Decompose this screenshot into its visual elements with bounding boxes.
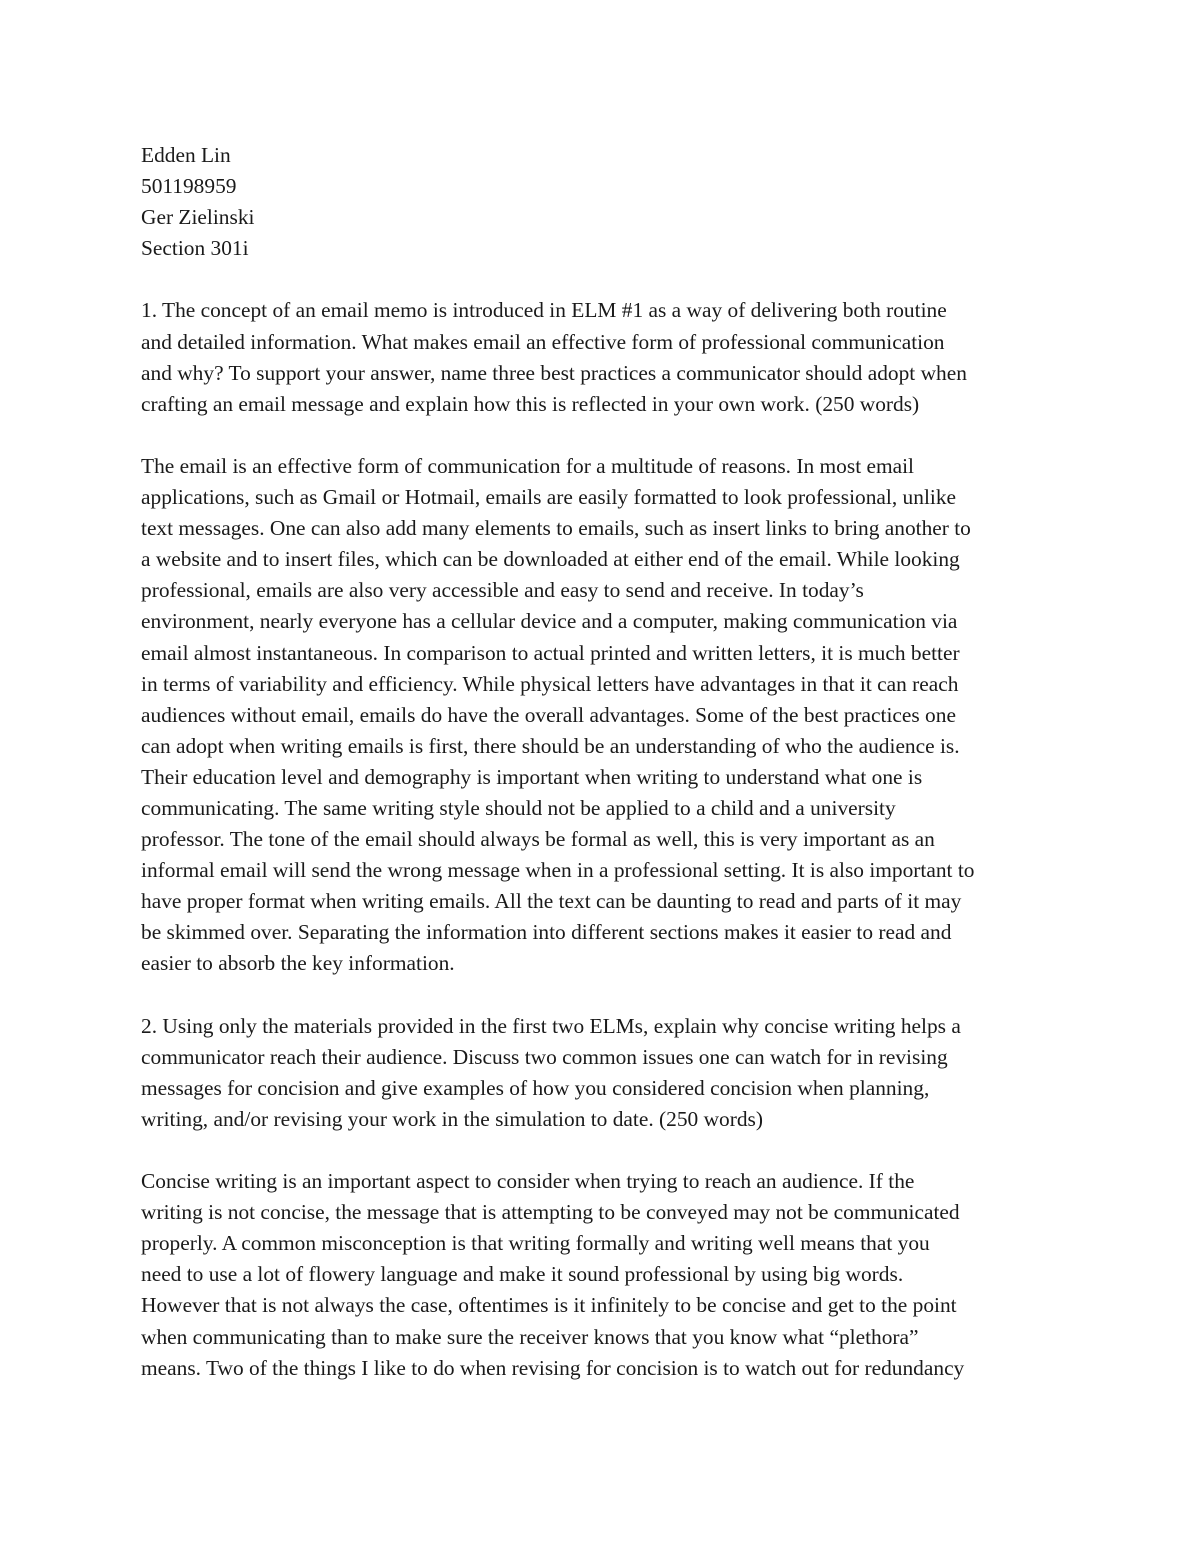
question-2 bbox=[141, 1011, 1066, 1135]
answer-1-line: professional, emails are also very accessible and easy to send and receive. In today’s bbox=[141, 578, 864, 603]
student-id: 501198959 bbox=[141, 174, 237, 199]
answer-1-line: have proper format when writing emails. All the text can be daunting to read and parts of it may bbox=[141, 889, 962, 914]
answer-1-line: audiences without email, emails do have the overall advantages. Some of the best practices one bbox=[141, 702, 956, 727]
question-2-line: writing, and/or revising your work in the simulation to date. (250 words) bbox=[141, 1106, 764, 1131]
paragraph-spacer bbox=[141, 1135, 1066, 1166]
question-1-line: and detailed information. What makes email an effective form of professional communication bbox=[141, 329, 945, 354]
paragraph-spacer bbox=[141, 980, 1066, 1011]
instructor-name: Ger Zielinski bbox=[141, 205, 255, 230]
answer-1-line: professor. The tone of the email should always be formal as well, this is very important as an bbox=[141, 827, 935, 852]
answer-1 bbox=[141, 451, 1066, 980]
question-1-line: 1. The concept of an email memo is introduced in ELM #1 as a way of delivering both routine bbox=[141, 298, 947, 323]
answer-1-line: text messages. One can also add many elements to emails, such as insert links to bring another to bbox=[141, 516, 971, 541]
answer-1-line: environment, nearly everyone has a cellular device and a computer, making communication via bbox=[141, 609, 958, 634]
answer-2-line: need to use a lot of flowery language and make it sound professional by using big words. bbox=[141, 1262, 904, 1287]
answer-2-line: when communicating than to make sure the receiver knows that you know what “plethora” bbox=[141, 1324, 919, 1349]
answer-1-line: a website and to insert files, which can be downloaded at either end of the email. While looking bbox=[141, 547, 960, 572]
answer-1-line: be skimmed over. Separating the information into different sections makes it easier to read and bbox=[141, 920, 952, 945]
document-body bbox=[141, 140, 1066, 1384]
answer-2 bbox=[141, 1166, 1066, 1384]
author-name: Edden Lin bbox=[141, 143, 231, 167]
question-2-line: communicator reach their audience. Discuss two common issues one can watch for in revising bbox=[141, 1044, 948, 1069]
question-2-line: 2. Using only the materials provided in the first two ELMs, explain why concise writing helps a bbox=[141, 1013, 961, 1038]
answer-2-line: writing is not concise, the message that is attempting to be conveyed may not be communicated bbox=[141, 1200, 960, 1225]
answer-1-line: can adopt when writing emails is first, there should be an understanding of who the audience is. bbox=[141, 733, 960, 758]
answer-2-line: properly. A common misconception is that writing formally and writing well means that you bbox=[141, 1231, 930, 1256]
answer-1-line: applications, such as Gmail or Hotmail, emails are easily formatted to look professional, unlike bbox=[141, 485, 957, 510]
paragraph-spacer bbox=[141, 264, 1066, 295]
answer-1-line: informal email will send the wrong message when in a professional setting. It is also important to bbox=[141, 858, 975, 883]
answer-1-line: communicating. The same writing style should not be applied to a child and a university bbox=[141, 795, 896, 820]
question-1-line: crafting an email message and explain how this is reflected in your own work. (250 words) bbox=[141, 391, 920, 416]
section-label: Section 301i bbox=[141, 236, 249, 261]
header-block bbox=[141, 140, 1066, 264]
answer-2-line: However that is not always the case, oftentimes is it infinitely to be concise and get to the point bbox=[141, 1293, 957, 1318]
paragraph-spacer bbox=[141, 420, 1066, 451]
question-1-line: and why? To support your answer, name three best practices a communicator should adopt when bbox=[141, 360, 967, 385]
question-2-line: messages for concision and give examples of how you considered concision when planning, bbox=[141, 1075, 930, 1100]
answer-1-line: email almost instantaneous. In comparison to actual printed and written letters, it is much better bbox=[141, 640, 960, 665]
answer-2-line: means. Two of the things I like to do when revising for concision is to watch out for redundancy bbox=[141, 1355, 965, 1380]
answer-1-line: easier to absorb the key information. bbox=[141, 951, 455, 976]
answer-2-line: Concise writing is an important aspect to consider when trying to reach an audience. If the bbox=[141, 1169, 915, 1194]
answer-1-line: Their education level and demography is important when writing to understand what one is bbox=[141, 764, 923, 789]
question-1 bbox=[141, 295, 1066, 419]
answer-1-line: The email is an effective form of communication for a multitude of reasons. In most email bbox=[141, 453, 914, 478]
answer-1-line: in terms of variability and efficiency. While physical letters have advantages in that it can reach bbox=[141, 671, 959, 696]
